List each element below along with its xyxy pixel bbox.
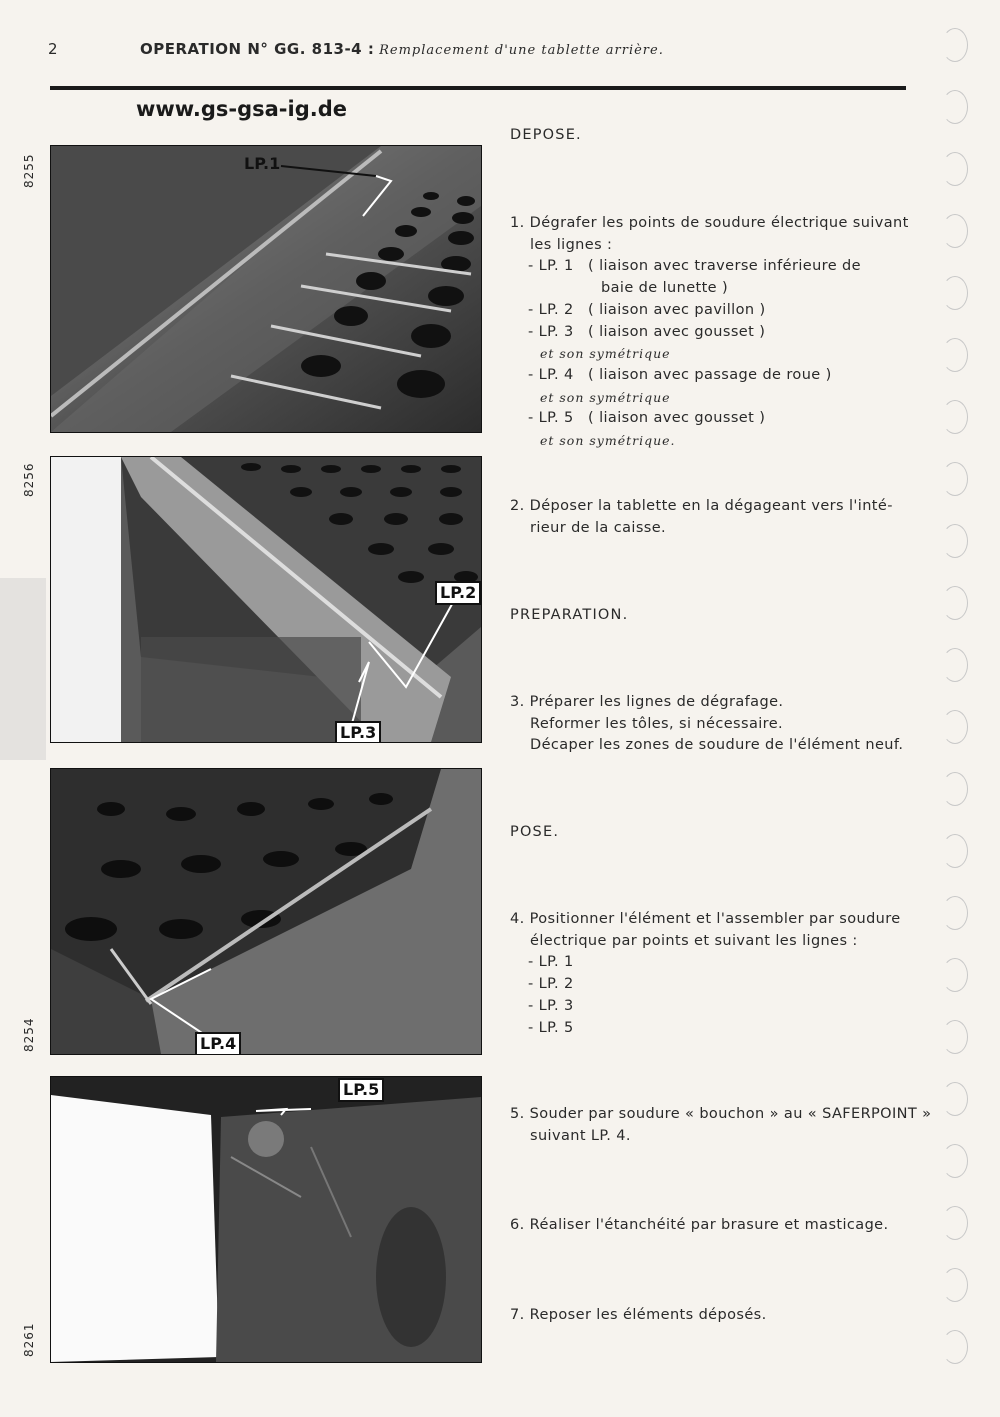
photo-label-lp5: LP.5 [338,1078,384,1102]
step-3-line3: Décaper les zones de soudure de l'élément neuf. [530,737,904,754]
step-5-line1: 5. Souder par soudure « bouchon » au « SAFERPOINT » [510,1106,932,1122]
step-1-item: - LP. 5 ( liaison avec gousset ) [528,410,766,427]
photo-lp4 [50,768,482,1055]
binder-hole [942,28,968,62]
step-1-item-cont: baie de lunette ) [601,280,729,297]
step-4-item: - LP. 5 [528,1019,574,1036]
step-4-item: - LP. 3 [528,997,574,1014]
photo-label-lp1: LP.1 [244,154,281,173]
binder-hole [942,1020,968,1054]
binder-hole [942,1144,968,1178]
binder-hole [942,710,968,744]
binder-hole [942,90,968,124]
step-1 [510,213,920,452]
step-4 [510,909,901,1039]
photo-lp5 [50,1076,482,1363]
step-7: 7. Reposer les éléments déposés. [510,1307,767,1323]
step-3-line2: Reformer les tôles, si nécessaire. [530,715,784,732]
binder-hole [942,338,968,372]
step-1-symmetric: et son symétrique [540,389,671,405]
header-rule [50,86,906,90]
section-preparation: PREPARATION. [510,607,629,623]
photo-label-lp4: LP.4 [195,1032,241,1055]
binder-hole [942,896,968,930]
step-4-line2: électrique par points et suivant les lignes : [530,932,858,949]
binder-hole [942,1082,968,1116]
binder-hole [942,586,968,620]
step-1-item: - LP. 3 ( liaison avec gousset ) [528,323,766,340]
photo-lp1 [50,145,482,433]
step-1-item: - LP. 1 ( liaison avec traverse inférieure de [528,258,861,275]
step-2-line1: 2. Déposer la tablette en la dégageant vers l'inté- [510,498,893,514]
step-5 [510,1104,931,1147]
step-2 [510,496,893,539]
binder-hole [942,648,968,682]
step-4-item: - LP. 2 [528,976,574,993]
binder-hole [942,400,968,434]
binder-hole [942,214,968,248]
step-1-line1: 1. Dégrafer les points de soudure électrique suivant [510,215,909,231]
binder-hole [942,1268,968,1302]
binder-hole [942,1206,968,1240]
photo-number-8254: 8254 [22,1017,36,1052]
photo-lp2-lp3 [50,456,482,743]
binder-hole [942,772,968,806]
photo-label-lp2: LP.2 [435,581,481,605]
photo-number-8261: 8261 [22,1322,36,1357]
section-pose: POSE. [510,824,560,840]
binder-hole [942,958,968,992]
page-number: 2 [48,40,58,58]
step-3 [510,692,903,757]
binder-hole [942,152,968,186]
step-1-symmetric: et son symétrique [540,346,671,362]
photo-number-8255: 8255 [22,153,36,188]
step-1-symmetric: et son symétrique. [540,433,676,449]
step-1-item: - LP. 4 ( liaison avec passage de roue ) [528,366,832,383]
step-4-line1: 4. Positionner l'élément et l'assembler par soudure [510,911,901,927]
binder-hole [942,462,968,496]
binder-hole [942,276,968,310]
section-depose: DEPOSE. [510,127,582,143]
step-3-line1: 3. Préparer les lignes de dégrafage. [510,694,784,710]
photo-label-lp3: LP.3 [335,721,381,743]
binder-hole [942,524,968,558]
step-4-item: - LP. 1 [528,954,574,971]
operation-title: Remplacement d'une tablette arrière. [379,43,664,58]
page-header [140,40,664,58]
binder-hole [942,1330,968,1364]
margin-tab [0,578,46,760]
step-5-line2: suivant LP. 4. [530,1127,631,1144]
step-1-item: - LP. 2 ( liaison avec pavillon ) [528,301,766,318]
website-watermark: www.gs-gsa-ig.de [136,97,347,121]
binder-hole [942,834,968,868]
photo-number-8256: 8256 [22,462,36,497]
operation-code: OPERATION N° GG. 813-4 : [140,40,375,58]
step-2-line2: rieur de la caisse. [530,519,667,536]
step-6: 6. Réaliser l'étanchéité par brasure et masticage. [510,1217,889,1233]
step-1-line2: les lignes : [530,236,613,253]
